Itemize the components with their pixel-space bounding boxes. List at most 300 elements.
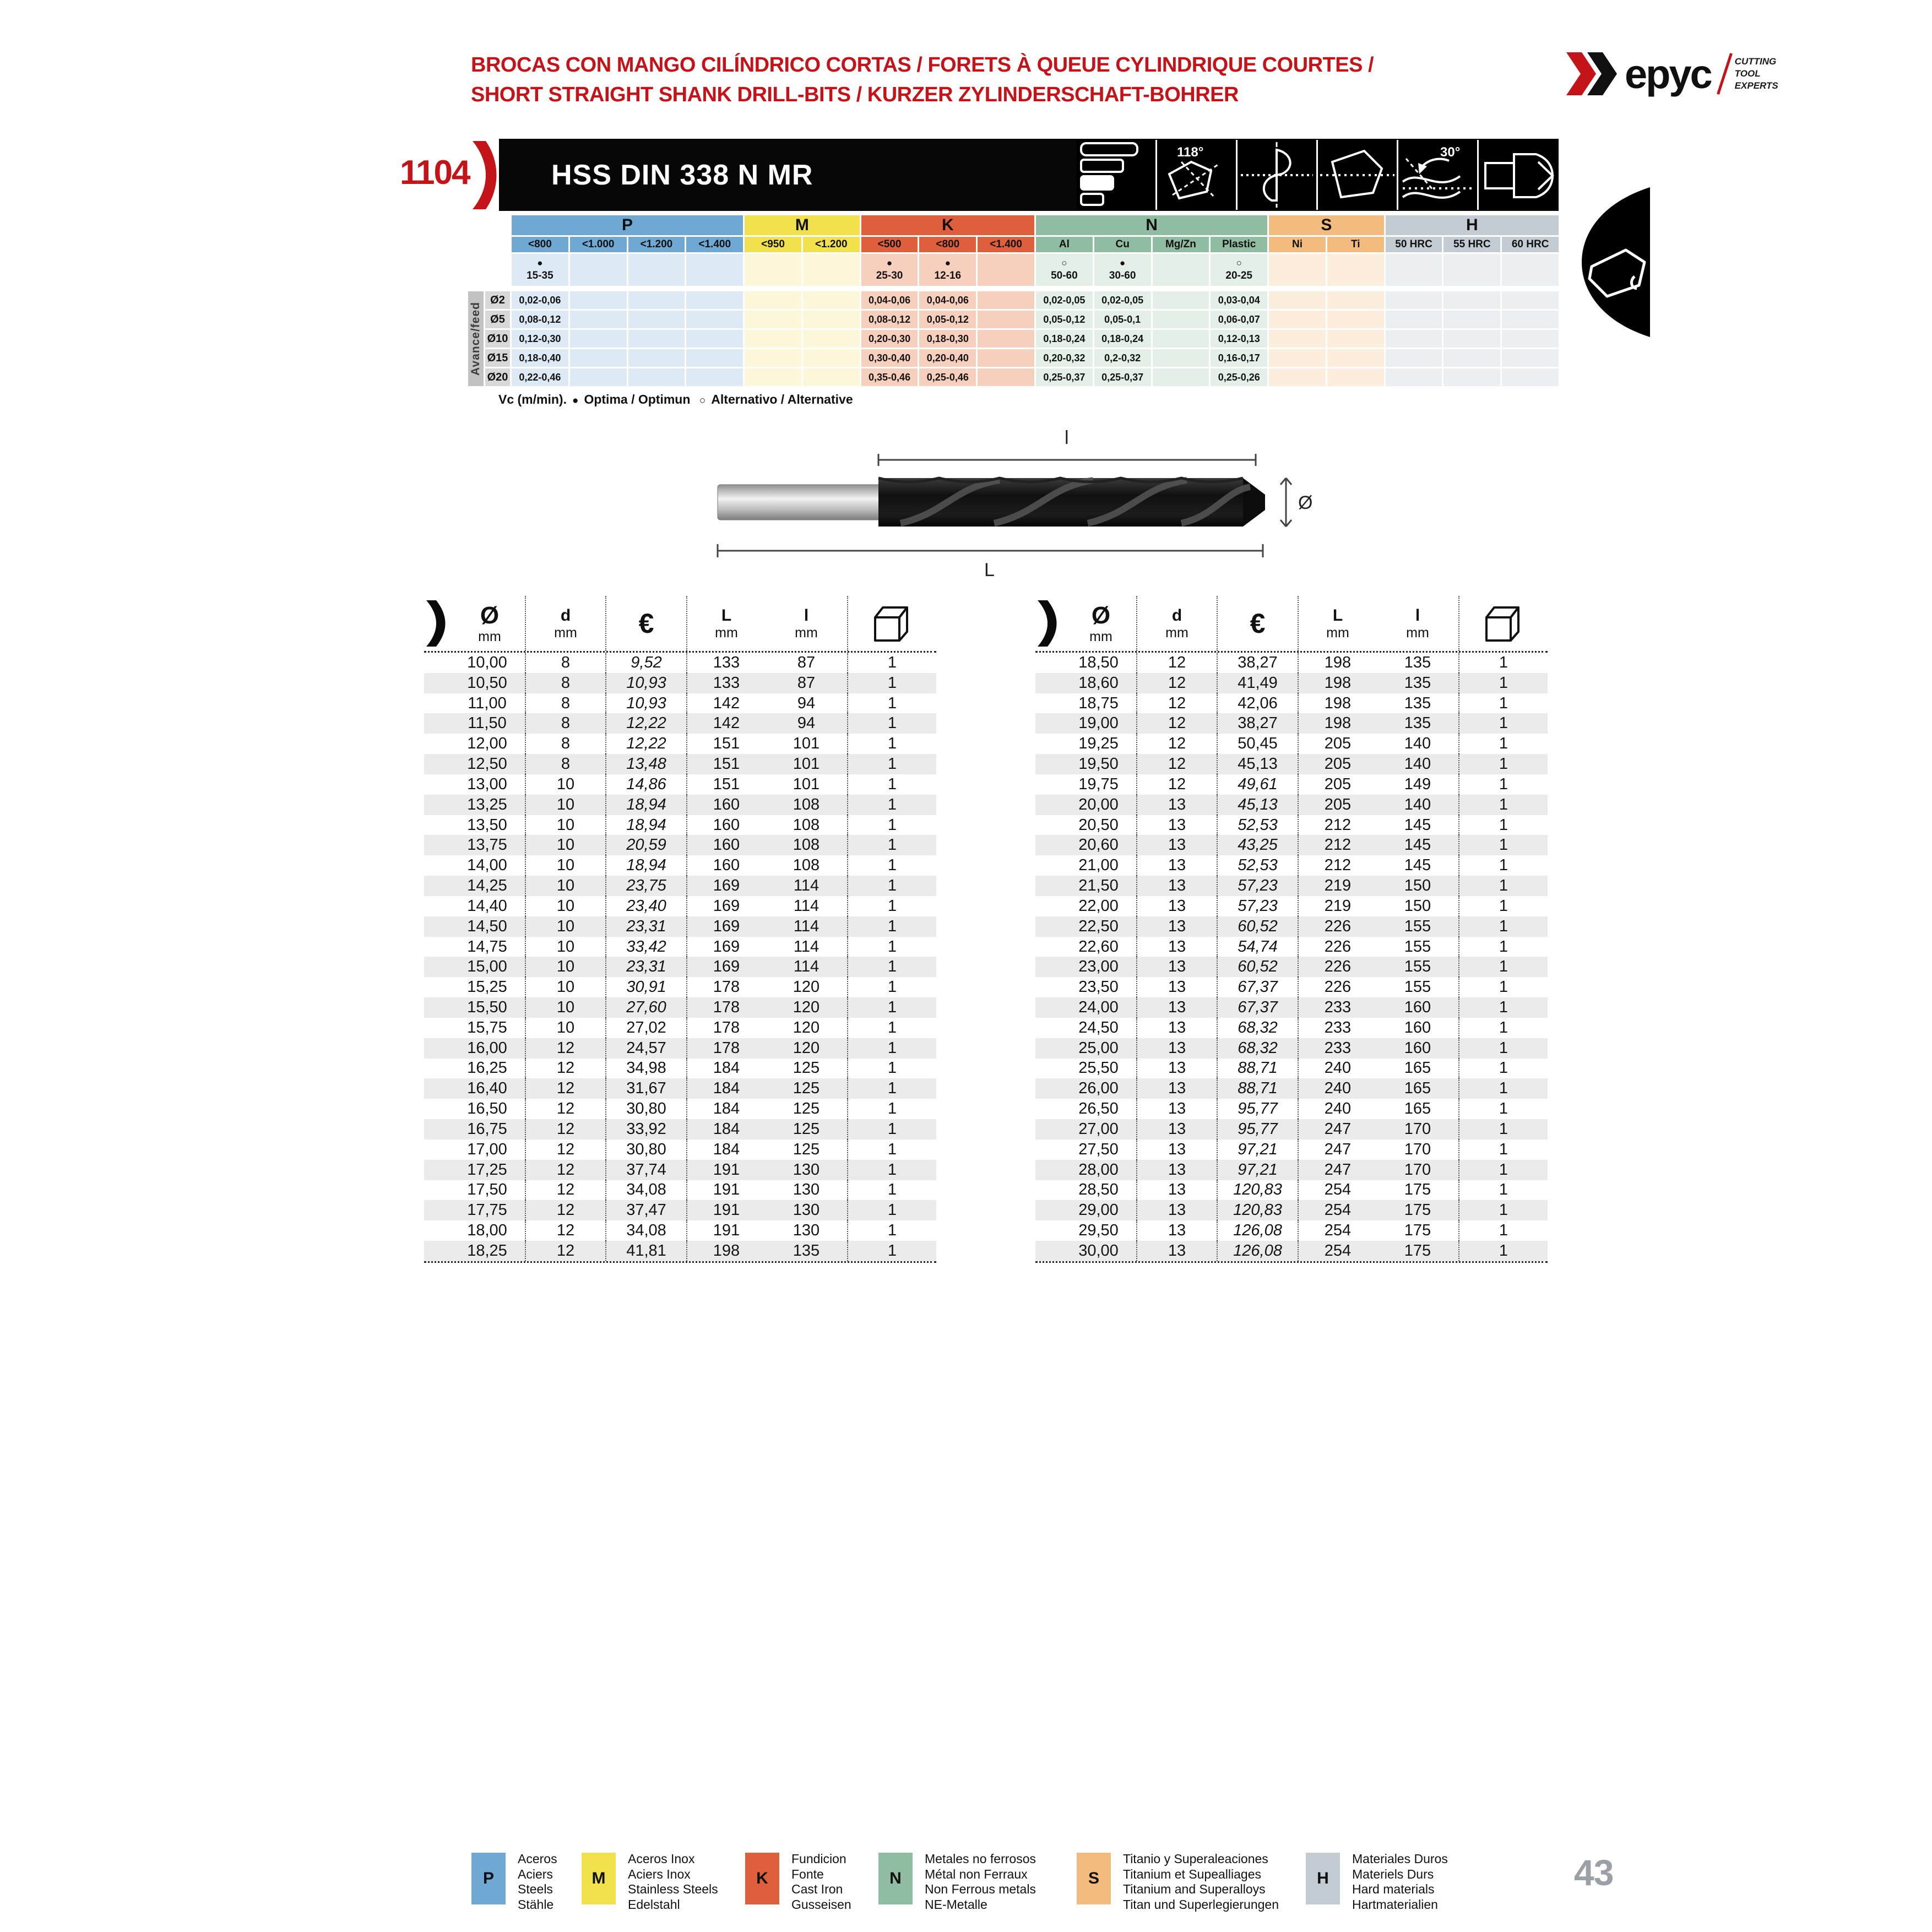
cell-price: 23,31: [606, 916, 687, 937]
table-row: [424, 713, 936, 734]
cell-shank: 10: [526, 774, 606, 795]
cell-total-length: 198: [1324, 674, 1352, 692]
cell-price: 49,61: [1218, 774, 1299, 795]
cell-diameter: 22,50: [1035, 916, 1137, 937]
feed-value-cell: 0,04-0,06: [861, 291, 918, 309]
feed-value-cell: [745, 291, 801, 309]
cell-diameter: 16,50: [424, 1099, 526, 1119]
cutting-speed-cell: [1036, 254, 1093, 286]
speed-limit-header: Ti: [1327, 237, 1384, 252]
cell-flute-length: 140: [1377, 734, 1459, 754]
material-names: [628, 1852, 718, 1912]
feed-value-cell: [570, 330, 627, 348]
cell-total-length: 198: [1324, 714, 1352, 732]
drill-body: [878, 478, 1265, 527]
cell-shank: 8: [526, 754, 606, 774]
material-name-line: Edelstahl: [628, 1897, 680, 1912]
cell-flute-length: 165: [1377, 1059, 1459, 1079]
diameter-row-label: Ø5: [485, 311, 510, 328]
material-groups-row: [512, 215, 1559, 235]
product-header-bar: [499, 139, 1559, 211]
material-letter-badge: M: [582, 1853, 616, 1904]
legend-prefix: Vc (m/min).: [498, 392, 567, 406]
cutting-speed-cell: [686, 254, 743, 286]
cell-price: 18,94: [606, 795, 687, 815]
speed-value: 25-30: [876, 269, 903, 281]
material-letter-badge: P: [471, 1853, 506, 1904]
feed-value-cell: 0,18-0,24: [1094, 330, 1151, 348]
cell-price: 42,06: [1218, 693, 1299, 714]
material-name-line: Hard materials: [1352, 1882, 1435, 1897]
cell-diameter: 12,50: [424, 754, 526, 774]
cell-flute-length: 101: [766, 754, 848, 774]
speed-value: 12-16: [934, 269, 962, 281]
cell-shank: 12: [526, 1038, 606, 1059]
cell-diameter: 18,75: [1035, 693, 1137, 714]
feed-value-cell: [1386, 368, 1442, 386]
feed-value-cell: [1443, 311, 1500, 328]
cell-qty: 1: [1499, 937, 1508, 956]
col-header-price: €: [1218, 596, 1299, 651]
speed-limit-header: <1.200: [628, 237, 685, 252]
feed-value-cell: [745, 311, 801, 328]
cell-price: 13,48: [606, 754, 687, 774]
feed-value-cell: 0,08-0,12: [512, 311, 568, 328]
table-row: [424, 855, 936, 876]
speed-mode-dot-icon: ●: [1120, 257, 1126, 268]
cell-qty: 1: [887, 674, 897, 692]
speed-limit-header: 60 HRC: [1502, 237, 1559, 252]
feed-value-cell: 0,25-0,26: [1211, 368, 1267, 386]
cell-flute-length: 140: [1377, 754, 1459, 774]
feed-value-cell: [803, 349, 860, 367]
cell-price: 33,92: [606, 1119, 687, 1139]
cell-qty: 1: [1499, 917, 1508, 935]
table-row: [1035, 1160, 1548, 1180]
cell-diameter: 27,00: [1035, 1119, 1137, 1139]
cell-flute-length: 114: [766, 937, 848, 957]
cell-total-length: 247: [1324, 1160, 1352, 1179]
cell-price: 120,83: [1218, 1200, 1299, 1220]
cell-price: 126,08: [1218, 1220, 1299, 1241]
cell-flute-length: 114: [766, 957, 848, 977]
speed-legend: [498, 392, 859, 407]
cell-total-length: 226: [1324, 978, 1352, 996]
cell-shank: 13: [1137, 835, 1218, 855]
cell-shank: 12: [1137, 713, 1218, 734]
cell-diameter: 10,50: [424, 673, 526, 693]
table-row: [1035, 977, 1548, 997]
feed-value-cell: 0,02-0,05: [1036, 291, 1093, 309]
table-row: [424, 1059, 936, 1079]
cell-total-length: 226: [1324, 937, 1352, 956]
cell-price: 57,23: [1218, 896, 1299, 916]
cell-price: 20,59: [606, 835, 687, 855]
cell-total-length: 184: [713, 1079, 740, 1098]
table-row: [1035, 754, 1548, 774]
cell-flute-length: 120: [766, 1038, 848, 1059]
table-row: [424, 896, 936, 916]
feed-value-cell: [1386, 349, 1442, 367]
cell-shank: 13: [1137, 1078, 1218, 1099]
cell-flute-length: 165: [1377, 1078, 1459, 1099]
table-header: [454, 596, 936, 651]
col-header-packaging: [848, 596, 936, 651]
cell-qty: 1: [887, 877, 897, 895]
cell-shank: 10: [526, 957, 606, 977]
material-group-header: N: [1036, 215, 1267, 235]
cell-price: 31,67: [606, 1078, 687, 1099]
feed-value-cell: [978, 330, 1034, 348]
table-row: [424, 1241, 936, 1261]
legend-optima: Optima / Optimun: [584, 392, 691, 406]
table-row: [424, 653, 936, 673]
table-row: [1035, 815, 1548, 835]
material-name-line: Metales no ferrosos: [925, 1852, 1036, 1866]
cell-total-length: 247: [1324, 1140, 1352, 1158]
cell-qty: 1: [887, 1222, 897, 1240]
brand-logo: [1565, 46, 1778, 101]
cell-total-length: 226: [1324, 917, 1352, 935]
speed-mode-dot-icon: ○: [1236, 257, 1242, 268]
table-row: [424, 997, 936, 1018]
speed-limit-header: <800: [512, 237, 568, 252]
feed-value-cell: [1269, 368, 1326, 386]
table-row: [424, 957, 936, 977]
cell-qty: 1: [1499, 856, 1508, 875]
cell-qty: 1: [887, 795, 897, 813]
cell-total-length: 198: [713, 1241, 740, 1260]
material-name-line: Titanio y Superaleaciones: [1123, 1852, 1268, 1866]
table-row: [1035, 1038, 1548, 1059]
cell-price: 67,37: [1218, 977, 1299, 997]
cell-price: 95,77: [1218, 1099, 1299, 1119]
material-name-line: Stainless Steels: [628, 1882, 718, 1897]
cell-qty: 1: [1499, 1222, 1508, 1240]
material-legend-item: [1077, 1853, 1279, 1912]
cell-diameter: 13,75: [424, 835, 526, 855]
speed-mode-dot-icon: ●: [886, 257, 893, 268]
cell-total-length: 142: [713, 714, 740, 732]
cell-price: 33,42: [606, 937, 687, 957]
cell-qty: 1: [1499, 836, 1508, 854]
feed-value-cell: [1502, 291, 1559, 309]
cell-shank: 13: [1137, 1160, 1218, 1180]
feed-value-cell: 0,18-0,30: [919, 330, 976, 348]
cell-price: 34,98: [606, 1059, 687, 1079]
cell-diameter: 12,00: [424, 734, 526, 754]
cutting-speed-cell: [1269, 254, 1326, 286]
feed-value-cell: [1327, 349, 1384, 367]
table-row: [424, 693, 936, 714]
feed-value-cell: [803, 330, 860, 348]
cutting-speed-cell: [570, 254, 627, 286]
speed-limit-header: Cu: [1094, 237, 1151, 252]
cell-shank: 8: [526, 673, 606, 693]
cell-diameter: 14,75: [424, 937, 526, 957]
material-name-line: Aceros Inox: [628, 1852, 695, 1866]
feed-value-cell: [1386, 311, 1442, 328]
feed-value-cell: [1153, 349, 1209, 367]
cell-flute-length: 175: [1377, 1200, 1459, 1220]
table-row: [1035, 1180, 1548, 1201]
material-name-line: Fundicion: [791, 1852, 846, 1866]
cutting-speed-cell: [1153, 254, 1209, 286]
cell-diameter: 20,50: [1035, 815, 1137, 835]
cell-flute-length: 155: [1377, 916, 1459, 937]
cell-qty: 1: [1499, 1160, 1508, 1179]
feed-value-cell: 0,05-0,12: [1036, 311, 1093, 328]
cell-total-length: 247: [1324, 1120, 1352, 1138]
cell-shank: 13: [1137, 1018, 1218, 1038]
feed-value-cell: 0,30-0,40: [861, 349, 918, 367]
table-row: [1035, 795, 1548, 815]
cell-total-length: 205: [1324, 755, 1352, 773]
table-row: [1035, 1119, 1548, 1139]
cell-price: 18,94: [606, 855, 687, 876]
table-row: [424, 1018, 936, 1038]
brand-name: epyc: [1625, 51, 1711, 97]
feed-value-cell: [1327, 311, 1384, 328]
cell-qty: 1: [1499, 694, 1508, 712]
feed-value-cell: 0,20-0,32: [1036, 349, 1093, 367]
cell-diameter: 18,25: [424, 1241, 526, 1261]
cell-qty: 1: [887, 937, 897, 956]
cell-qty: 1: [1499, 755, 1508, 773]
feed-value-cell: [1386, 291, 1442, 309]
cell-shank: 12: [526, 1139, 606, 1160]
material-name-line: Fonte: [791, 1866, 824, 1881]
feed-value-cell: 0,08-0,12: [861, 311, 918, 328]
feed-value-cell: [1153, 311, 1209, 328]
cell-diameter: 18,50: [1035, 653, 1137, 673]
cell-flute-length: 108: [766, 835, 848, 855]
feed-value-cell: [570, 311, 627, 328]
cell-qty: 1: [887, 1160, 897, 1179]
material-name-line: Materiales Duros: [1352, 1852, 1448, 1866]
material-name-line: Materiels Durs: [1352, 1866, 1434, 1881]
cell-qty: 1: [887, 1018, 897, 1036]
cell-diameter: 16,00: [424, 1038, 526, 1059]
cell-flute-length: 120: [766, 1018, 848, 1038]
cell-price: 30,80: [606, 1099, 687, 1119]
cell-qty: 1: [1499, 1039, 1508, 1057]
cell-diameter: 11,00: [424, 693, 526, 714]
diameter-label: Ø: [1298, 492, 1313, 513]
cutting-speed-cell: [628, 254, 685, 286]
material-group-header: H: [1386, 215, 1559, 235]
cell-flute-length: 170: [1377, 1160, 1459, 1180]
cell-price: 60,52: [1218, 916, 1299, 937]
feed-value-cell: [803, 311, 860, 328]
col-header-packaging: [1459, 596, 1548, 651]
cell-qty: 1: [887, 1120, 897, 1138]
cell-flute-length: 130: [766, 1180, 848, 1201]
cell-diameter: 28,50: [1035, 1180, 1137, 1201]
cell-flute-length: 145: [1377, 815, 1459, 835]
cell-price: 27,60: [606, 997, 687, 1018]
price-table-left: [424, 596, 936, 1263]
cell-total-length: 133: [713, 653, 740, 671]
cell-diameter: 29,50: [1035, 1220, 1137, 1241]
col-header-shank: d mm: [526, 596, 606, 651]
feed-value-cell: [1443, 349, 1500, 367]
cell-diameter: 25,00: [1035, 1038, 1137, 1059]
cell-shank: 8: [526, 693, 606, 714]
cutting-speed-cell: [1443, 254, 1500, 286]
cell-total-length: 160: [713, 836, 740, 854]
speed-mode-dot-icon: ○: [1061, 257, 1067, 268]
table-row: [424, 937, 936, 957]
cell-shank: 13: [1137, 795, 1218, 815]
table-row: [1035, 1139, 1548, 1160]
cell-price: 38,27: [1218, 653, 1299, 673]
feed-value-cell: [803, 291, 860, 309]
feed-value-cell: [1443, 330, 1500, 348]
speed-value: 20-25: [1225, 269, 1253, 281]
table-row: [424, 774, 936, 795]
page-title-line1: BROCAS CON MANGO CILÍNDRICO CORTAS / FORETS À QUEUE CYLINDRIQUE COURTES /: [471, 53, 1374, 77]
cell-price: 14,86: [606, 774, 687, 795]
cell-qty: 1: [887, 653, 897, 671]
cell-diameter: 13,00: [424, 774, 526, 795]
feed-value-cell: 0,02-0,05: [1094, 291, 1151, 309]
cell-flute-length: 101: [766, 734, 848, 754]
table-row: [1035, 876, 1548, 896]
material-legend-item: [1306, 1853, 1448, 1912]
cell-diameter: 13,25: [424, 795, 526, 815]
shank-icon: [1479, 140, 1557, 210]
cell-flute-length: 149: [1377, 774, 1459, 795]
table-header: [1066, 596, 1548, 651]
cell-shank: 12: [1137, 693, 1218, 714]
material-name-line: Aciers Inox: [628, 1866, 691, 1881]
table-row: [1035, 693, 1548, 714]
cutting-speed-cell: [978, 254, 1034, 286]
cell-diameter: 10,00: [424, 653, 526, 673]
feed-value-cell: [1502, 311, 1559, 328]
cell-total-length: 233: [1324, 998, 1352, 1016]
table-row: [1035, 734, 1548, 754]
feed-value-cell: [803, 368, 860, 386]
cell-total-length: 178: [713, 1018, 740, 1036]
cell-price: 126,08: [1218, 1241, 1299, 1261]
cell-qty: 1: [887, 1201, 897, 1219]
cell-price: 9,52: [606, 653, 687, 673]
feed-value-cell: 0,02-0,06: [512, 291, 568, 309]
cell-diameter: 24,00: [1035, 997, 1137, 1018]
page-title-line2: SHORT STRAIGHT SHANK DRILL-BITS / KURZER ZYLINDERSCHAFT-BOHRER: [471, 83, 1239, 106]
cell-flute-length: 125: [766, 1119, 848, 1139]
drill-feature-icons: [1077, 140, 1557, 210]
feed-value-cell: [978, 349, 1034, 367]
table-row: [1035, 1078, 1548, 1099]
feed-value-cell: [628, 368, 685, 386]
cell-diameter: 30,00: [1035, 1241, 1137, 1261]
cell-price: 10,93: [606, 673, 687, 693]
feed-value-cell: 0,20-0,40: [919, 349, 976, 367]
feed-value-cell: [628, 330, 685, 348]
cell-qty: 1: [887, 735, 897, 753]
svg-text:30°: 30°: [1440, 145, 1461, 160]
cell-total-length: 178: [713, 998, 740, 1016]
feed-value-cell: [978, 291, 1034, 309]
material-group-header: K: [861, 215, 1034, 235]
cell-diameter: 28,00: [1035, 1160, 1137, 1180]
table-row: [424, 1078, 936, 1099]
speed-limit-header: <1.200: [803, 237, 860, 252]
speed-value: 50-60: [1051, 269, 1078, 281]
cell-diameter: 14,00: [424, 855, 526, 876]
cell-price: 97,21: [1218, 1139, 1299, 1160]
col-header-shank: d mm: [1137, 596, 1218, 651]
feed-value-cell: [1269, 330, 1326, 348]
table-row: [1035, 997, 1548, 1018]
cell-diameter: 21,50: [1035, 876, 1137, 896]
cell-flute-length: 155: [1377, 937, 1459, 957]
total-length-label: L: [984, 560, 995, 579]
cell-total-length: 169: [713, 877, 740, 895]
cell-qty: 1: [1499, 714, 1508, 732]
brand-chevron-icon: [1565, 49, 1624, 99]
material-name-line: Non Ferrous metals: [925, 1882, 1036, 1897]
material-names: [518, 1852, 557, 1912]
feed-value-cell: [1502, 330, 1559, 348]
cell-total-length: 184: [713, 1100, 740, 1118]
drill-dimension-diagram: [713, 425, 1330, 579]
cell-qty: 1: [887, 755, 897, 773]
cell-total-length: 205: [1324, 775, 1352, 793]
table-row: [424, 1119, 936, 1139]
cell-flute-length: 160: [1377, 1038, 1459, 1059]
diameter-row-label: Ø2: [485, 291, 510, 309]
cell-total-length: 219: [1324, 897, 1352, 915]
cell-qty: 1: [1499, 1079, 1508, 1098]
table-row: [1035, 896, 1548, 916]
table-row: [424, 1220, 936, 1241]
cell-price: 88,71: [1218, 1078, 1299, 1099]
cell-total-length: 198: [1324, 694, 1352, 712]
cell-flute-length: 125: [766, 1099, 848, 1119]
feed-value-cell: [745, 368, 801, 386]
cell-shank: 12: [526, 1078, 606, 1099]
feed-value-cell: 0,05-0,12: [919, 311, 976, 328]
table-row: [424, 916, 936, 937]
table-row: [424, 1139, 936, 1160]
cell-total-length: 212: [1324, 836, 1352, 854]
table-row: [424, 977, 936, 997]
cell-total-length: 191: [713, 1160, 740, 1179]
cell-shank: 13: [1137, 1180, 1218, 1201]
speed-value: 30-60: [1109, 269, 1136, 281]
table-row: [1035, 653, 1548, 673]
cell-price: 45,13: [1218, 754, 1299, 774]
cell-total-length: 212: [1324, 856, 1352, 875]
cell-diameter: 18,60: [1035, 673, 1137, 693]
cell-shank: 10: [526, 896, 606, 916]
point-angle-icon: [1157, 140, 1236, 210]
table-row: [1035, 937, 1548, 957]
feed-value-cell: [1443, 368, 1500, 386]
page-edge-tab: [1573, 185, 1650, 339]
feed-value-cell: [570, 368, 627, 386]
cell-flute-length: 101: [766, 774, 848, 795]
feed-value-cell: 0,12-0,13: [1211, 330, 1267, 348]
cell-diameter: 27,50: [1035, 1139, 1137, 1160]
cell-qty: 1: [887, 998, 897, 1016]
cell-flute-length: 130: [766, 1200, 848, 1220]
cell-price: 23,40: [606, 896, 687, 916]
